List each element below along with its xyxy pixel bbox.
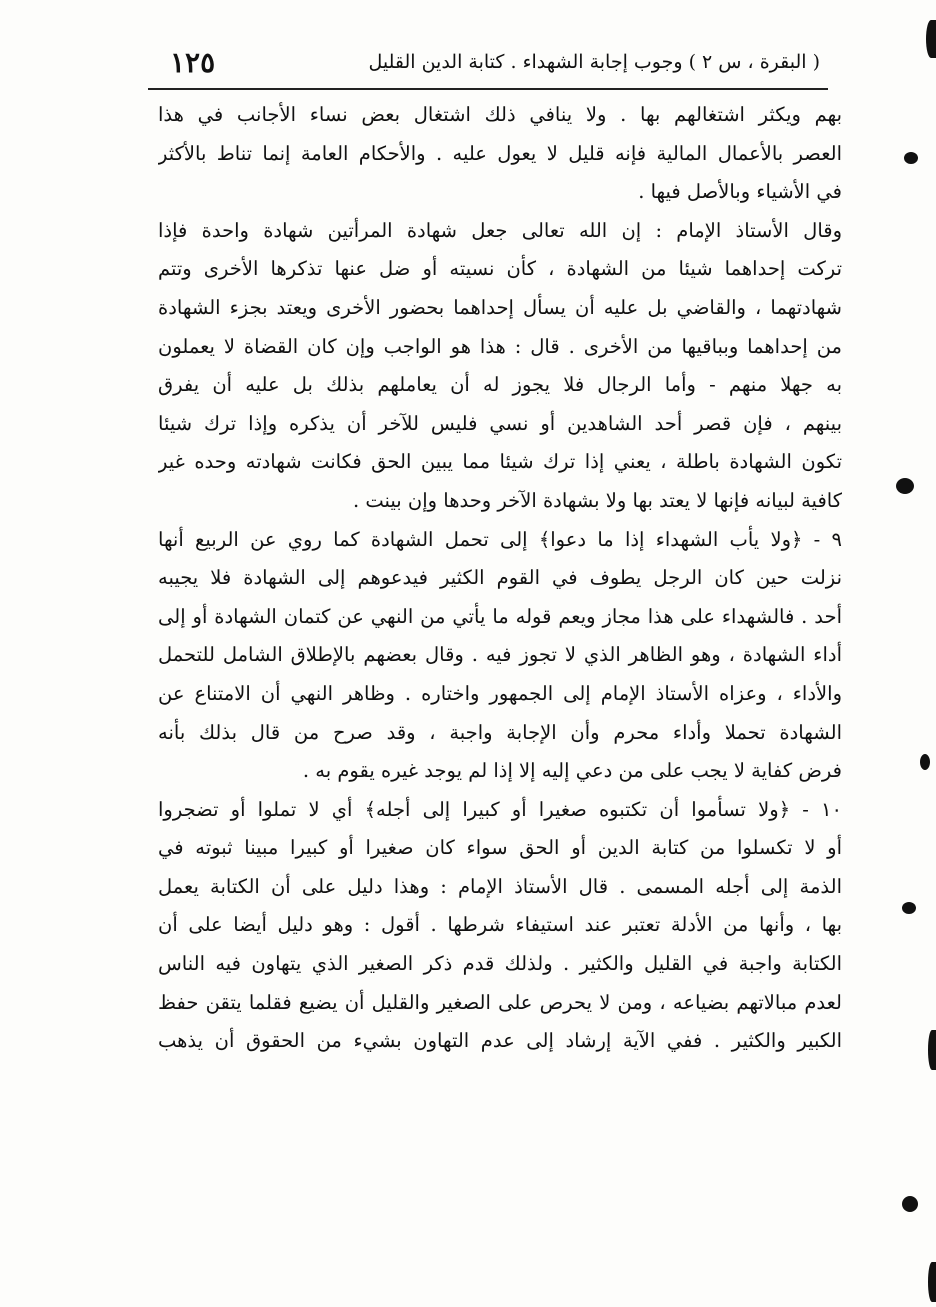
text-line: أداء الشهادة ، وهو الظاهر الذي لا تجوز فيه . وقال بعضهم بالإطلاق الشامل للتحمل [158, 643, 842, 667]
header-title: ( البقرة ، س ٢ ) وجوب إجابة الشهداء . كتابة الدين القليل [368, 51, 820, 73]
scan-edge-mark [928, 1262, 936, 1302]
text-line: به جهلا منهم - وأما الرجال فلا يجوز له أن يعاملهم بذلك بل عليه أن يفرق [158, 373, 842, 397]
text-line: ١٠ - ﴿ولا تسأموا أن تكتبوه صغيرا أو كبيرا إلى أجله﴾ أي لا تملوا أو تضجروا [158, 797, 842, 821]
paragraph [158, 96, 842, 212]
scan-edge-mark [926, 20, 936, 58]
body-text [158, 96, 842, 1061]
text-line: وقال الأستاذ الإمام : إن الله تعالى جعل شهادة المرأتين شهادة واحدة فإذا [158, 218, 842, 242]
text-line: الكبير والكثير . ففي الآية إرشاد إلى عدم التهاون بشيء من الحقوق أن يذهب [158, 1029, 842, 1053]
text-line: العصر بالأعمال المالية فإنه قليل لا يعول عليه . والأحكام العامة إنما تناط بالأكثر [158, 141, 842, 165]
text-line: كافية لبيانه فإنها لا يعتد بها ولا بشهادة الآخر وحدها وإن بينت . [352, 488, 842, 512]
text-line: فرض كفاية لا يجب على من دعي إليه إلا إذا لم يوجد غيره يقوم به . [302, 759, 842, 783]
text-line: بها ، وأنها من الأدلة تعتبر عند استيفاء شرطها . أقول : وهو دليل أيضا على أن [158, 913, 842, 937]
text-line: لعدم مبالاتهم بضياعه ، ومن لا يحرص على الصغير والقليل أن يضيع فقلما يتقن حفظ [158, 990, 842, 1014]
text-line: من إحداهما وبباقيها من الأخرى . قال : هذا هو الواجب وإن كان القضاة لا يعملون [158, 334, 842, 358]
scan-dot [896, 478, 914, 494]
text-line: أحد . فالشهداء على هذا مجاز ويعم قوله ما يأتي من النهي عن كتمان الشهادة أو إلى [158, 604, 842, 628]
text-line: تركت إحداهما شيئا من الشهادة ، كأن نسيته أو ضل عنها تذكرها الأخرى وتتم [158, 257, 842, 281]
text-line: الشهادة تحملا وأداء محرم وأن الإجابة واجبة ، وقد صرح من قال بذلك بأنه [158, 720, 842, 744]
text-line: والأداء ، وعزاه الأستاذ الإمام إلى الجمهور واختاره . وظاهر النهي أن الامتناع عن [158, 681, 842, 705]
text-line: نزلت حين كان الرجل يطوف في القوم الكثير فيدعوهم إلى الشهادة فلا يجيبه [158, 566, 842, 590]
text-line: أو لا تكسلوا من كتابة الدين أو الحق سواء كان صغيرا أو كبيرا مبينا ثبوته في [158, 836, 842, 860]
header-rule [148, 88, 828, 90]
text-line: شهادتهما ، والقاضي بل عليه أن يسأل إحداهما بحضور الأخرى ويعتد بجزء الشهادة [158, 295, 842, 319]
text-line: بينهم ، فإن قصر أحد الشاهدين أو نسي فليس للآخر أن يذكره وإذا ترك شيئا [158, 411, 842, 435]
scan-dot [920, 754, 930, 770]
running-header [170, 40, 820, 84]
paragraph [158, 212, 842, 521]
text-line: بهم ويكثر اشتغالهم بها . ولا ينافي ذلك اشتغال بعض نساء الأجانب في هذا [158, 103, 842, 126]
text-line: في الأشياء وبالأصل فيها . [638, 180, 842, 204]
text-line: ٩ - ﴿ولا يأب الشهداء إذا ما دعوا﴾ إلى تحمل الشهادة كما روي عن الربيع أنها [158, 527, 842, 551]
scan-dot [904, 152, 918, 164]
text-line: الكتابة واجبة في القليل والكثير . ولذلك قدم ذكر الصغير الذي يتهاون فيه الناس [158, 952, 842, 976]
text-line: تكون الشهادة باطلة ، يعني إذا ترك شيئا مما يبين الحق فكانت شهادته وحده غير [158, 450, 842, 474]
page-number: ١٢٥ [170, 45, 216, 79]
scan-dot [902, 902, 916, 914]
text-line: الذمة إلى أجله المسمى . قال الأستاذ الإمام : وهذا دليل على أن الكتابة يعمل [158, 874, 842, 898]
scan-edge-mark [928, 1030, 936, 1070]
paragraph [158, 791, 842, 1061]
scan-dot [902, 1196, 918, 1212]
paragraph [158, 521, 842, 791]
